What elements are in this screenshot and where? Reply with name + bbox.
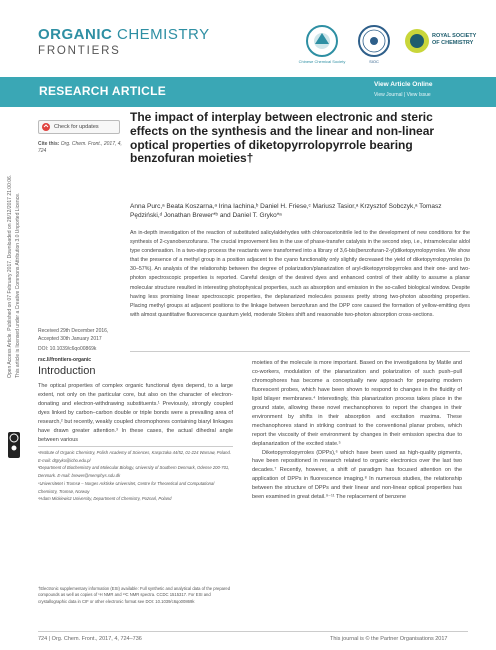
journal-title: [38, 26, 210, 43]
intro-paragraph-2: Diketopyrrolopyrroles (DPPs),⁶ which have been used as high-quality pigments, have been repositioned in research related to organic electronics over the last two decades.⁷ Recently, however, a shift of paradigm has focused attention on the application of DPPs in fluorescence imaging.⁸ In numerous studies, the relationship between the structure of DPPs and their linear and non-linear optical properties has been examined in great detail.⁹⁻¹¹ The replacement of benzene: [252, 449, 462, 501]
article-title: The impact of interplay between electronic and steric effects on the synthesis and the linear and non-linear optical properties of diketopyrrolopyrrole bearing benzofuran moieties†: [130, 110, 435, 166]
intro-column-1: The optical properties of complex organic functional dyes depend, to a large extent, not only on the particular core, but also on the character of electron-donating and electron-withdrawing substituents.¹ Previously, strongly coupled dyes linked by carbon–carbon double or triple bonds were a prevailing area of research,² but recently, weakly coupled chromophores containing biaryl linkages have drawn greater attention.³ In these cases, the actual dihedral angle between various: [38, 383, 233, 443]
view-journal-issue-link[interactable]: View Journal | View Issue: [374, 92, 431, 98]
license-sidebar: [2, 120, 24, 380]
article-type: RESEARCH ARTICLE: [39, 84, 167, 98]
journal-subtitle: FRONTIERS: [38, 45, 121, 57]
view-article-online-link[interactable]: View Article Online: [374, 81, 433, 88]
cc-icon: [8, 432, 20, 458]
author-list: Anna Purc,ᵃ Beata Koszarna,ᵃ Irina Iachina,ᵇ Daniel H. Friese,ᶜ Mariusz Tasior,ᵃ Krzysztof Sobczyk,ᵃ Tomasz Pędziński,ᵈ Jonathan Brewer*ᵇ and Daniel T. Gryko*ᵃ: [130, 203, 442, 220]
rsc-line2: OF CHEMISTRY: [432, 39, 474, 46]
update-icon: [41, 122, 51, 132]
check-for-updates-button[interactable]: [38, 120, 120, 134]
introduction-heading: Introduction: [38, 365, 96, 377]
ccs-emblem-icon: [305, 24, 339, 58]
cc-by-badge[interactable]: [8, 432, 20, 458]
footer-divider: [38, 631, 468, 632]
rsc-emblem-icon: [404, 26, 430, 56]
doi[interactable]: DOI: 10.1039/c6qo00869k: [38, 346, 97, 352]
rsc-logo: [404, 26, 430, 61]
footer-citation: 724 | Org. Chem. Front., 2017, 4, 724–736: [38, 636, 142, 642]
affiliation-c: ᶜUniversitetet i Tromsø – Norges Arktiske Universitet, Centre for Theoretical and Computational Chemistry, Tromsø, Norway: [38, 480, 215, 494]
affiliation-d: ᵈAdam Mickiewicz University, Department of Chemistry, Poznań, Poland: [38, 496, 172, 502]
check-for-updates-label: Check for updates: [54, 124, 99, 130]
footer-copyright: This journal is © the Partner Organisations 2017: [330, 636, 448, 642]
intro-column-2: [252, 359, 462, 502]
affiliations: [38, 449, 233, 503]
affiliation-b: ᵇDepartment of Biochemistry and Molecular Biology, University of Southern Denmark, Odense 200-701, Denmark. E-mail: brewer@memphys.sdu.dk: [38, 465, 230, 479]
abstract: An in-depth investigation of the reaction of substituted salicylaldehydes with chloroacetonitrile led to the development of new conditions for the synthesis of 2-cyanobenzofurans. The crucial improvement lies in the use of phase-transfer catalysis in the second step, i.e., intramolecular aldol type condensation. In a two-step process the reactants were transformed into a library of 3,6-bis(benzofuran-2-yl)diketopyrrolopyrroles. We show that the presence of a methyl group in a position adjacent to the cyano functionality only slightly decreased the yield of diketopyrrolopyrroles (to 30–57%). An analysis of the relationship between the degree of polarization/planarization of aryl-diketopyrrolopyrroles and their one- and two-photon spectroscopic properties is reported. Careful design of the desired dyes and enhanced control of their ability to assume a planar molecular structure resulted in interesting photophysical properties, such as absorption and emission in the so-called biological window. Despite having less promising linear spectroscopic properties, the deplanarized molecules possess pretty strong two-photon absorbing properties. Placing methyl groups at adjacent positions to the linkage between benzofuran and the DPP core caused the formation of yellow-emitting dyes with almost quantitative fluorescence quantum yield, moderate Stokes shift and reasonable two-photon absorption cross-sections.: [130, 230, 470, 318]
cite-ref: Org. Chem. Front., 2017, 4, 724: [38, 141, 122, 154]
article-meta: [38, 328, 128, 364]
journal-url[interactable]: rsc.li/frontiers-organic: [38, 356, 92, 363]
esi-note: †Electronic supplementary information (ESI) available: Full synthetic and analytical data of the prepared compounds as well as copies of ¹H NMR and ¹³C NMR spectra. CCDC 1515317. For ESI and crystallographic data in CIF or other electronic format see DOI: 10.1039/c6qo00869k: [38, 586, 231, 604]
intro-paragraph-1: moieties of the molecule is more important. Based on the investigations by Matile and co-workers, modulation of the planarization and polarization of such push–pull chromophores has become a conceptually new approach for preparing modern fluorescent probes, which have been shown to respond to changes in the fluidity of lipid bilayer membranes.⁴ Interestingly, this planarization process takes place in the ground state, allowing these novel mechanophores to report the changes in their environment by shifts in their absorption and excitation maxima. These mechanophores stand in striking contrast to the conventional planar probes, which report the viscosity of their environment by changes in their emission spectra due to deplanarization of the excited state.⁵: [252, 360, 462, 447]
journal-title-rest: CHEMISTRY: [112, 26, 210, 43]
cite-block: [38, 141, 128, 155]
sioc-caption: SIOC: [369, 59, 379, 64]
abstract-divider: [130, 351, 470, 352]
license-line-1: Open Access Article. Published on 07 February 2017. Downloaded on 28/12/2017 21:00:06.: [7, 174, 13, 378]
accepted-date: Accepted 30th January 2017: [38, 335, 102, 342]
cite-label: Cite this:: [38, 141, 60, 147]
footnote-divider: [38, 446, 233, 447]
affiliation-a: ᵃInstitute of Organic Chemistry, Polish Academy of Sciences, Kasprzaka 44/52, 01-224 Warsaw, Poland. E-mail: dtgryko@icho.edu.pl: [38, 450, 231, 463]
rsc-wordmark: [432, 33, 476, 46]
rsc-line1: ROYAL SOCIETY: [432, 33, 477, 39]
ccs-logo: [300, 24, 344, 68]
received-date: Received 29th December 2016,: [38, 328, 109, 334]
sioc-emblem-icon: [357, 24, 391, 58]
journal-title-bold: ORGANIC: [38, 26, 113, 43]
license-line-2: This article is licensed under a Creative Commons Attribution 3.0 Unported Licence.: [15, 192, 21, 378]
sioc-logo: [352, 24, 396, 68]
ccs-caption: Chinese Chemical Society: [298, 59, 346, 64]
